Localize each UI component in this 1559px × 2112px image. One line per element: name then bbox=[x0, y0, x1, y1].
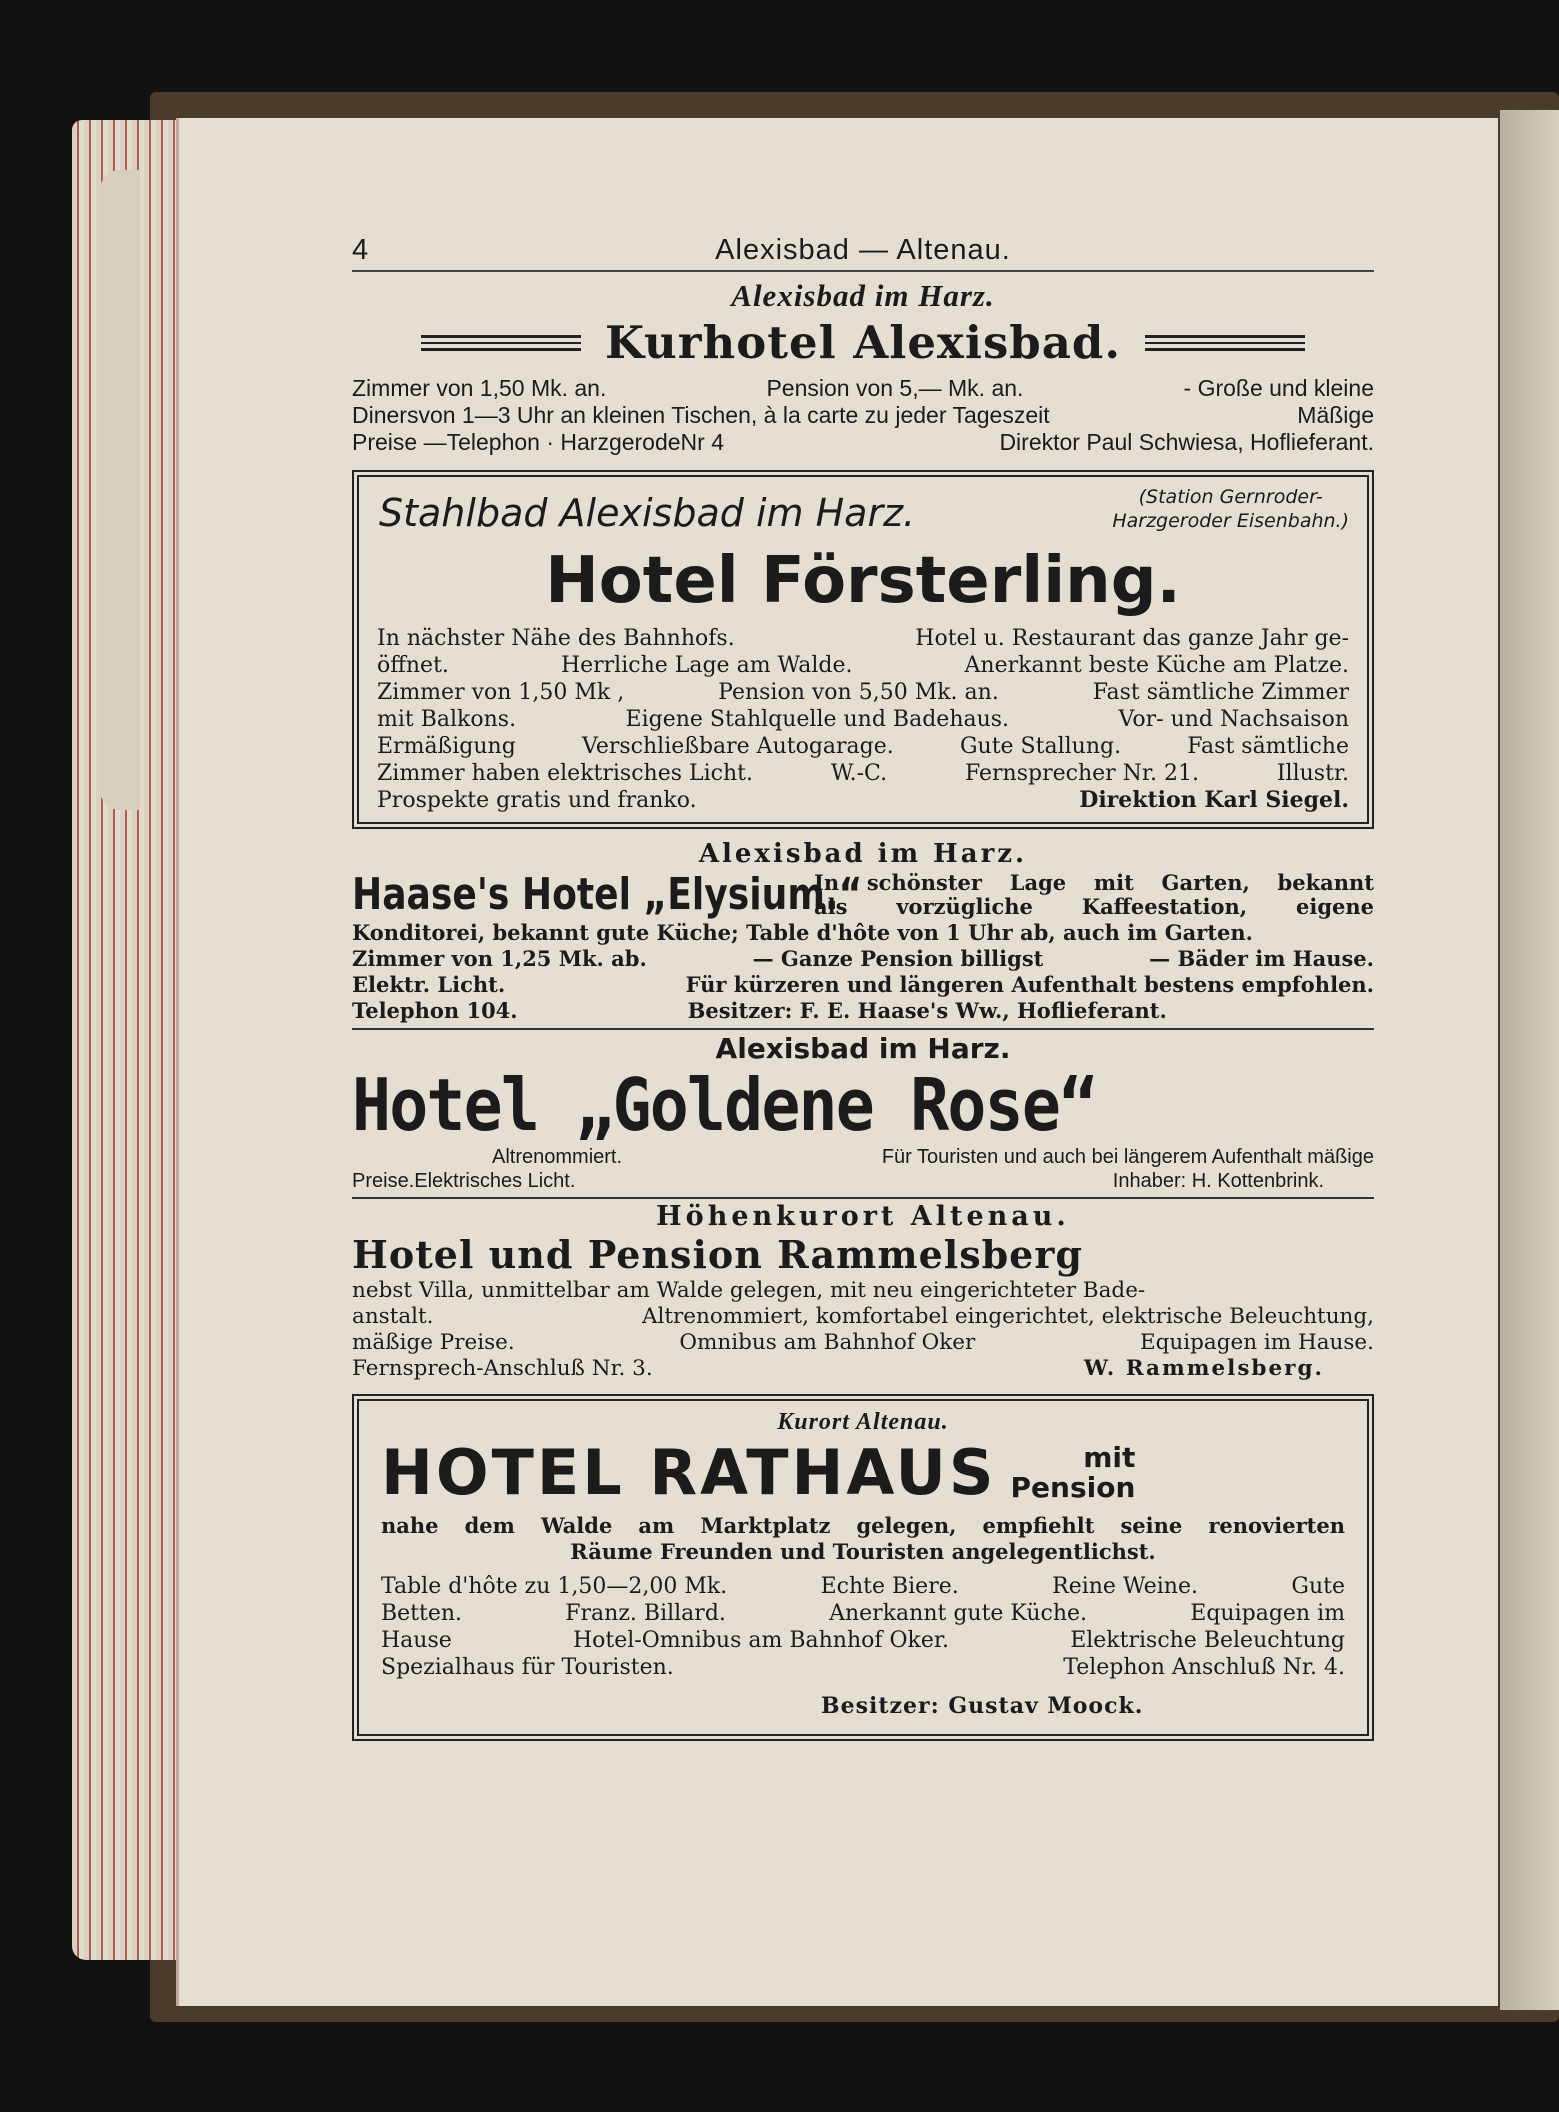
running-title: Alexisbad — Altenau. bbox=[715, 234, 1011, 266]
text-line: Preise. Elektrisches Licht. Inhaber: H. Kottenbrink. bbox=[352, 1170, 1324, 1192]
text-line: Zimmer haben elektrisches Licht. W.-C. Fernsprecher Nr. 21. Illustr. bbox=[377, 761, 1349, 786]
ad-kicker: Alexisbad im Harz. bbox=[715, 1032, 1011, 1065]
ad-kicker: Höhenkurort Altenau. bbox=[656, 1201, 1070, 1232]
text-line: anstalt. Altrenommiert, komfortabel eingerichtet, elektrische Beleuchtung, bbox=[352, 1304, 1374, 1329]
text-line: nahe dem Walde am Marktplatz gelegen, empfiehlt seine renovierten bbox=[381, 1513, 1345, 1538]
ad-kicker: Kurort Altenau. bbox=[777, 1409, 949, 1435]
text-line: Zimmer von 1,25 Mk. ab. — Ganze Pension billigst — Bäder im Hause. bbox=[352, 946, 1374, 971]
running-header bbox=[352, 230, 1374, 272]
ad-kicker: Alexisbad im Harz. bbox=[731, 278, 995, 313]
text-line: Dinersvon 1—3 Uhr an kleinen Tischen, à la carte zu jeder Tageszeit Mäßige bbox=[352, 402, 1374, 428]
ad-body bbox=[352, 1278, 1374, 1382]
ad-aside: In schönster Lage mit Garten, bekannt als vorzügliche Kaffeestation, eigene bbox=[814, 869, 1374, 919]
ad-body bbox=[352, 375, 1374, 456]
text-line: In nächster Nähe des Bahnhofs. Hotel u. Restaurant das ganze Jahr ge- bbox=[377, 626, 1349, 651]
text-line: öffnet. Herrliche Lage am Walde. Anerkannt beste Küche am Platze. bbox=[377, 653, 1349, 678]
text-line: mit Balkons. Eigene Stahlquelle und Badehaus. Vor- und Nachsaison bbox=[377, 707, 1349, 732]
divider bbox=[352, 1197, 1374, 1199]
ad-hotel-elysium bbox=[352, 839, 1374, 1024]
ad-title: Hotel Försterling. bbox=[545, 544, 1181, 618]
text-line: mäßige Preise. Omnibus am Bahnhof Oker Equipagen im Hause. bbox=[352, 1330, 1374, 1355]
text-line: Elektr. Licht. Für kürzeren und längeren Aufenthalt bestens empfohlen. bbox=[352, 972, 1374, 997]
text-line: Ermäßigung Verschließbare Autogarage. Gute Stallung. Fast sämtliche bbox=[377, 734, 1349, 759]
ad-title: Hotel und Pension Rammelsberg bbox=[352, 1232, 1083, 1277]
text-line: Telephon 104. Besitzer: F. E. Haase's Ww., Hoflieferant. bbox=[352, 998, 1167, 1023]
text-line: Table d'hôte zu 1,50—2,00 Mk. Echte Biere. Reine Weine. Gute bbox=[381, 1574, 1345, 1599]
ad-body bbox=[352, 1145, 1374, 1193]
text-line: Hause Hotel-Omnibus am Bahnhof Oker. Elektrische Beleuchtung bbox=[381, 1628, 1345, 1653]
ad-hotel-foersterling bbox=[352, 470, 1374, 829]
decorative-rule bbox=[421, 335, 581, 351]
ad-title: Haase's Hotel „Elysium.“ bbox=[352, 869, 863, 920]
text-line: Zimmer von 1,50 Mk , Pension von 5,50 Mk. an. Fast sämtliche Zimmer bbox=[377, 680, 1349, 705]
divider bbox=[352, 1028, 1374, 1030]
ad-body bbox=[352, 920, 1374, 1024]
text-line: Prospekte gratis und franko. Direktion Karl Siegel. bbox=[377, 787, 1349, 813]
ad-intro bbox=[381, 1513, 1345, 1565]
decorative-rule bbox=[1145, 335, 1305, 351]
text-line: Konditorei, bekannt gute Küche; Table d'hôte von 1 Uhr ab, auch im Garten. bbox=[352, 920, 1253, 945]
ad-hotel-rammelsberg bbox=[352, 1201, 1374, 1382]
page-edge-highlight bbox=[100, 170, 140, 810]
ad-title-side: mit Pension bbox=[1010, 1440, 1136, 1504]
ad-script-heading: Stahlbad Alexisbad im Harz. bbox=[379, 491, 916, 535]
text-line: Betten. Franz. Billard. Anerkannt gute Küche. Equipagen im bbox=[381, 1601, 1345, 1626]
page-number: 4 bbox=[352, 234, 369, 266]
ad-hotel-goldene-rose bbox=[352, 1032, 1374, 1193]
ad-body bbox=[381, 1573, 1345, 1681]
ad-title: Kurhotel Alexisbad. bbox=[604, 316, 1122, 369]
station-note: (Station Gernroder- Harzgeroder Eisenbahn.) bbox=[1112, 486, 1349, 532]
ad-title: HOTEL RATHAUS bbox=[381, 1436, 997, 1509]
text-line: Spezialhaus für Touristen. Telephon Anschluß Nr. 4. bbox=[381, 1655, 1345, 1680]
ad-kicker: Alexisbad im Harz. bbox=[698, 839, 1028, 869]
ad-owner: Besitzer: Gustav Moock. bbox=[821, 1693, 1144, 1719]
text-line: Räume Freunden und Touristen angelegentlichst. bbox=[570, 1539, 1156, 1564]
text-line: nebst Villa, unmittelbar am Walde gelegen, mit neu eingerichteter Bade- bbox=[352, 1278, 1146, 1303]
facing-page-edge bbox=[1500, 110, 1559, 2010]
text-line: Preise —Telephon · HarzgerodeNr 4 Direktor Paul Schwiesa, Hoflieferant. bbox=[352, 429, 1374, 455]
ad-hotel-rathaus bbox=[352, 1394, 1374, 1741]
ad-kurhotel-alexisbad bbox=[352, 278, 1374, 456]
ad-body bbox=[377, 625, 1349, 814]
text-line: Altrenommiert. Für Touristen und auch bei längerem Aufenthalt mäßige bbox=[492, 1146, 1374, 1168]
text-line: Zimmer von 1,50 Mk. an. Pension von 5,— Mk. an. - Große und kleine bbox=[352, 375, 1374, 401]
page-column bbox=[352, 230, 1374, 1741]
text-line: Fernsprech-Anschluß Nr. 3. W. Rammelsberg. bbox=[352, 1356, 1324, 1381]
ad-title: Hotel „Goldene Rose“ bbox=[352, 1063, 1097, 1147]
